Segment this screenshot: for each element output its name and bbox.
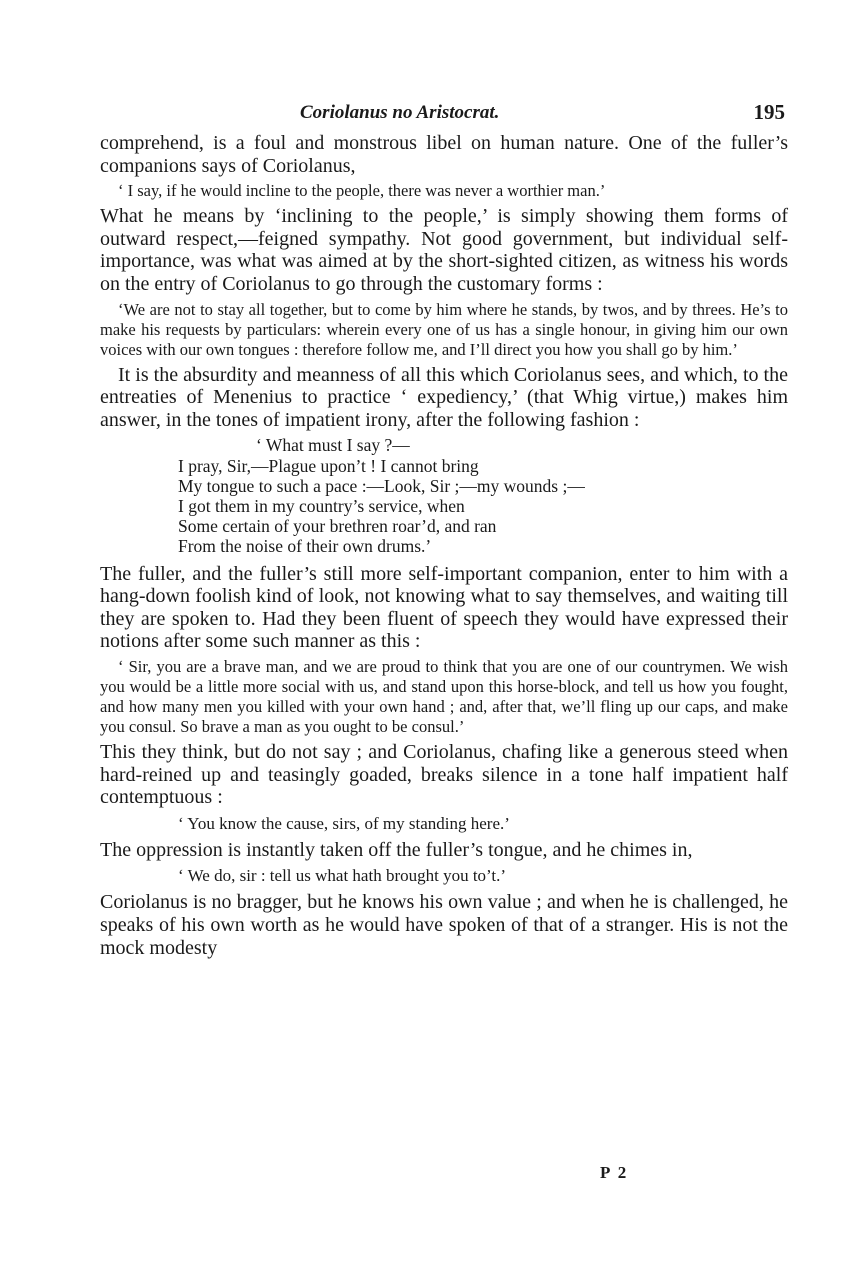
verse-line: I pray, Sir,—Plague upon’t ! I cannot bring: [178, 455, 479, 476]
page-header: [100, 100, 785, 130]
quote-1: ‘ I say, if he would incline to the people, there was never a worthier man.’: [118, 181, 606, 201]
verse-line: From the noise of their own drums.’: [178, 536, 432, 557]
paragraph-1: comprehend, is a foul and monstrous libel on human nature. One of the fuller’s companions says of Coriolanus,: [100, 132, 788, 177]
paragraph-6: The oppression is instantly taken off the fuller’s tongue, and he chimes in,: [100, 838, 693, 861]
verse-block: [178, 435, 788, 556]
signature-mark: P 2: [600, 1163, 629, 1182]
paragraph-4: The fuller, and the fuller’s still more self-important companion, enter to him with a hang-down foolish kind of look, not knowing what to say themselves, and waiting till they are spoken to. Had they been fluent of speech they would have expressed their notions after some such manner as this :: [100, 562, 788, 653]
quote-4: ‘ You know the cause, sirs, of my standing here.’: [178, 813, 510, 833]
paragraph-3: It is the absurdity and meanness of all this which Coriolanus sees, and which, to the entreaties of Menenius to practice ‘ expediency,’ (that Whig virtue,) makes him answer, in the tones of impatient irony, after the following fashion :: [100, 363, 788, 431]
running-title: Coriolanus no Aristocrat.: [300, 102, 500, 123]
verse-line: I got them in my country’s service, when: [178, 495, 465, 516]
verse-line: Some certain of your brethren roar’d, and ran: [178, 516, 497, 537]
quote-2: ‘We are not to stay all together, but to come by him where he stands, by twos, and by threes. He’s to make his requests by particulars: wherein every one of us has a single honour, in giving him our own voices with our own tongues : therefore follow me, and I’ll direct you how you shall go by him.’: [100, 299, 788, 359]
quote-5: ‘ We do, sir : tell us what hath brought you to’t.’: [178, 866, 507, 886]
quote-3: ‘ Sir, you are a brave man, and we are proud to think that you are one of our countrymen. We wish you would be a little more social with us, and stand upon this horse-block, and tell us how you fought, and how many men you killed with your own hand ; and, after that, we’ll fling up our caps, and make you consul. So brave a man as you ought to be consul.’: [100, 656, 788, 736]
verse-line: ‘ What must I say ?—: [256, 435, 410, 456]
paragraph-7: Coriolanus is no bragger, but he knows his own value ; and when he is challenged, he speaks of his own worth as he would have spoken of that of a stranger. His is not the mock modesty: [100, 891, 788, 959]
page-number: 195: [753, 100, 785, 124]
verse-line: My tongue to such a pace :—Look, Sir ;—my wounds ;—: [178, 475, 585, 496]
paragraph-2: What he means by ‘inclining to the people,’ is simply showing them forms of outward respect,—feigned sympathy. Not good government, but individual self-importance, was what was aimed at by the short-sighted citizen, as witness his words on the entry of Coriolanus to go through the customary forms :: [100, 205, 788, 295]
paragraph-5: This they think, but do not say ; and Coriolanus, chafing like a generous steed when hard-reined up and teasingly goaded, breaks silence in a tone half impatient half contemptuous :: [100, 740, 788, 809]
page-body: [100, 132, 788, 959]
